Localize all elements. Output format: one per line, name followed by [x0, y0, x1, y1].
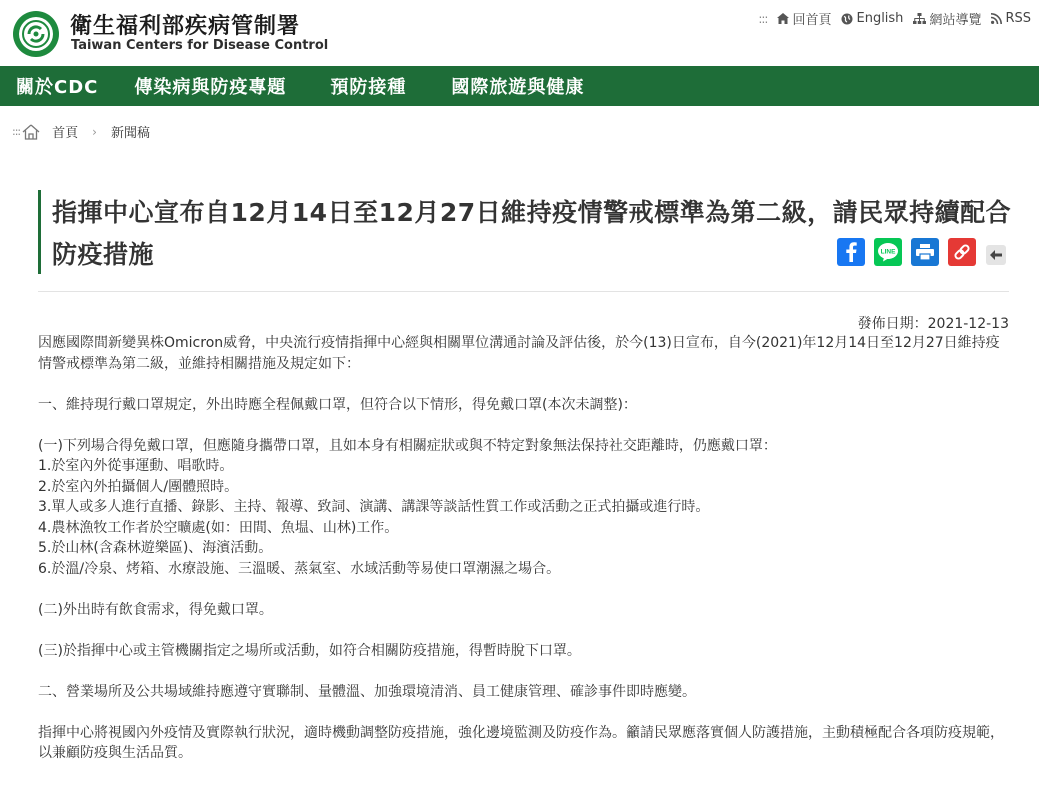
- list-item: 4.農林漁牧工作者於空曠處(如：田間、魚塭、山林)工作。: [38, 519, 399, 536]
- brand-title-en[interactable]: Taiwan Centers for Disease Control: [71, 38, 329, 53]
- brand-title-zh[interactable]: 衛生福利部疾病管制署: [70, 14, 301, 39]
- english-link-label: English: [856, 11, 904, 26]
- back-arrow-icon: [990, 250, 1002, 260]
- line-icon-label: LINE: [880, 248, 896, 256]
- line-icon: [877, 242, 899, 262]
- rss-icon: [991, 13, 1002, 24]
- cdc-logo[interactable]: [12, 10, 60, 58]
- list-item: 5.於山林(含森林遊樂區)、海濱活動。: [38, 540, 273, 556]
- breadcrumb: [12, 122, 150, 141]
- breadcrumb-home[interactable]: 首頁: [52, 126, 79, 141]
- accesskey-dots[interactable]: :::: [758, 11, 768, 26]
- nav-travel-health[interactable]: 國際旅遊與健康: [451, 77, 585, 98]
- print-icon: [916, 244, 934, 260]
- nav-vaccination[interactable]: 預防接種: [330, 77, 407, 98]
- title-divider: [38, 291, 1009, 292]
- article-title: 指揮中心宣布自12月14日至12月27日維持疫情警戒標準為第二級，請民眾持續配合防疫措施: [52, 198, 1012, 269]
- top-links: [758, 9, 1031, 28]
- list-item: 1.於室內外從事運動、唱歌時。: [38, 458, 234, 474]
- article-body: [38, 333, 1010, 764]
- sitemap-link-label: 網站導覽: [929, 13, 982, 28]
- home-link-label: 回首頁: [792, 13, 832, 28]
- facebook-share-button[interactable]: [837, 238, 865, 266]
- sitemap-icon: [913, 13, 926, 24]
- title-accent-bar: [38, 190, 41, 274]
- paragraph-subsection-three: (三)於指揮中心或主管機關指定之場所或活動，如符合相關防疫措施，得暫時脫下口罩。: [38, 642, 581, 659]
- share-toolbar: [837, 238, 1006, 266]
- home-link[interactable]: [777, 9, 831, 28]
- print-button[interactable]: [911, 238, 939, 266]
- facebook-icon: [844, 242, 858, 262]
- paragraph-subsection-one: (一)下列場合得免戴口罩，但應隨身攜帶口罩，且如本身有相關症狀或與不特定對象無法保持社交距離時，仍應戴口罩：: [38, 437, 777, 454]
- house-icon: [22, 124, 40, 140]
- list-item: 3.單人或多人進行直播、錄影、主持、報導、致詞、演講、講課等談話性質工作或活動之正式拍攝或進行時。: [38, 499, 710, 515]
- back-button[interactable]: [986, 245, 1006, 265]
- list-item: 2.於室內外拍攝個人/團體照時。: [38, 478, 239, 495]
- chevron-right-icon: ›: [92, 124, 97, 139]
- globe-icon: [841, 13, 853, 25]
- list-item: 6.於溫/冷泉、烤箱、水療設施、三溫暖、蒸氣室、水域活動等易使口罩潮濕之場合。: [38, 560, 561, 577]
- site-header: [0, 0, 1039, 66]
- paragraph-subsection-two: (二)外出時有飲食需求，得免戴口罩。: [38, 601, 273, 618]
- link-icon: [953, 243, 971, 261]
- breadcrumb-current: 新聞稿: [110, 126, 150, 141]
- home-icon: [777, 13, 789, 24]
- paragraph-closing: 指揮中心將視國內外疫情及實際執行狀況，適時機動調整防疫措施，強化邊境監測及防疫作為。籲請民眾應落實個人防護措施，主動積極配合各項防疫規範，以兼顧防疫與生活品質。: [38, 724, 1004, 761]
- english-link[interactable]: [841, 11, 903, 26]
- sitemap-link[interactable]: [913, 9, 981, 28]
- paragraph-intro: 因應國際間新變異株Omicron威脅，中央流行疫情指揮中心經與相關單位溝通討論及評估後，於今(13)日宣布，自今(2021)年12月14日至12月27日維持疫情警戒標準為第二級，並維持相關措施及規定如下：: [38, 335, 1000, 372]
- breadcrumb-dots[interactable]: :::: [12, 125, 21, 138]
- nav-disease-topics[interactable]: 傳染病與防疫專題: [134, 77, 287, 98]
- line-share-button[interactable]: [874, 238, 902, 266]
- paragraph-section-one: 一、維持現行戴口罩規定，外出時應全程佩戴口罩，但符合以下情形，得免戴口罩(本次未調整)：: [38, 396, 637, 413]
- publish-date: 發佈日期：2021-12-13: [857, 316, 1009, 332]
- rss-link[interactable]: [991, 11, 1031, 26]
- copy-link-button[interactable]: [948, 238, 976, 266]
- rss-link-label: RSS: [1005, 11, 1031, 26]
- paragraph-section-two: 二、營業場所及公共場域維持應遵守實聯制、量體溫、加強環境清消、員工健康管理、確診事件即時應變。: [38, 683, 696, 700]
- nav-about-cdc[interactable]: 關於CDC: [16, 77, 99, 98]
- main-nav: [0, 66, 1039, 106]
